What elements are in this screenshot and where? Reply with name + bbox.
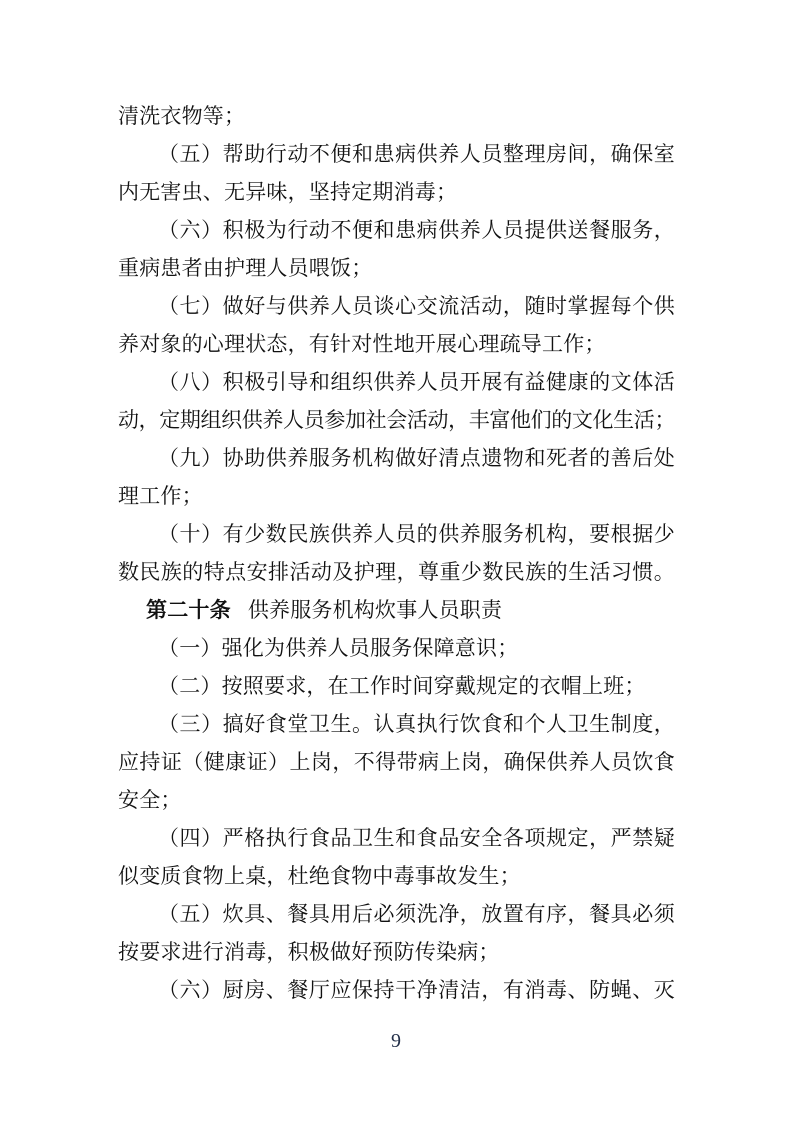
text-line: 重病患者由护理人员喂饭；	[118, 256, 373, 280]
text-line: 清洗衣物等；	[118, 104, 246, 128]
article-number: 第二十条	[146, 598, 231, 622]
text-line: 内无害虫、无异味，坚持定期消毒；	[118, 180, 458, 204]
text-line: （五）炊具、餐具用后必须洗净，放置有序，餐具必须	[158, 902, 675, 926]
text-line: 动，定期组织供养人员参加社会活动，丰富他们的文化生活；	[118, 408, 675, 432]
text-line: （九）协助供养服务机构做好清点遗物和死者的善后处	[158, 446, 675, 470]
text-line: （六）积极为行动不便和患病供养人员提供送餐服务，	[158, 218, 675, 242]
text-line: （十）有少数民族供养人员的供养服务机构，要根据少	[158, 522, 675, 546]
text-line: （六）厨房、餐厅应保持干净清洁，有消毒、防蝇、灭	[158, 978, 675, 1002]
text-line: （七）做好与供养人员谈心交流活动，随时掌握每个供	[158, 294, 675, 318]
text-line: （五）帮助行动不便和患病供养人员整理房间，确保室	[158, 142, 675, 166]
text-line: （一）强化为供养人员服务保障意识；	[158, 636, 519, 660]
text-line: 按要求进行消毒，积极做好预防传染病；	[118, 940, 500, 964]
text-line: （二）按照要求，在工作时间穿戴规定的衣帽上班；	[158, 674, 646, 698]
text-line: （八）积极引导和组织供养人员开展有益健康的文体活	[158, 370, 675, 394]
text-line: （四）严格执行食品卫生和食品安全各项规定，严禁疑	[158, 826, 675, 850]
text-line: （三）搞好食堂卫生。认真执行饮食和个人卫生制度，	[158, 712, 675, 736]
text-line: 养对象的心理状态，有针对性地开展心理疏导工作；	[118, 332, 606, 356]
article-heading-line	[118, 591, 675, 629]
text-line: 数民族的特点安排活动及护理，尊重少数民族的生活习惯。	[118, 560, 675, 584]
article-title: 供养服务机构炊事人员职责	[247, 598, 503, 622]
page-number: 9	[391, 1030, 401, 1052]
text-line: 安全；	[118, 788, 182, 812]
text-line: 应持证（健康证）上岗，不得带病上岗，确保供养人员饮食	[118, 750, 675, 774]
document-body	[118, 97, 675, 1009]
text-line: 似变质食物上桌，杜绝食物中毒事故发生；	[118, 864, 521, 888]
text-line: 理工作；	[118, 484, 203, 508]
